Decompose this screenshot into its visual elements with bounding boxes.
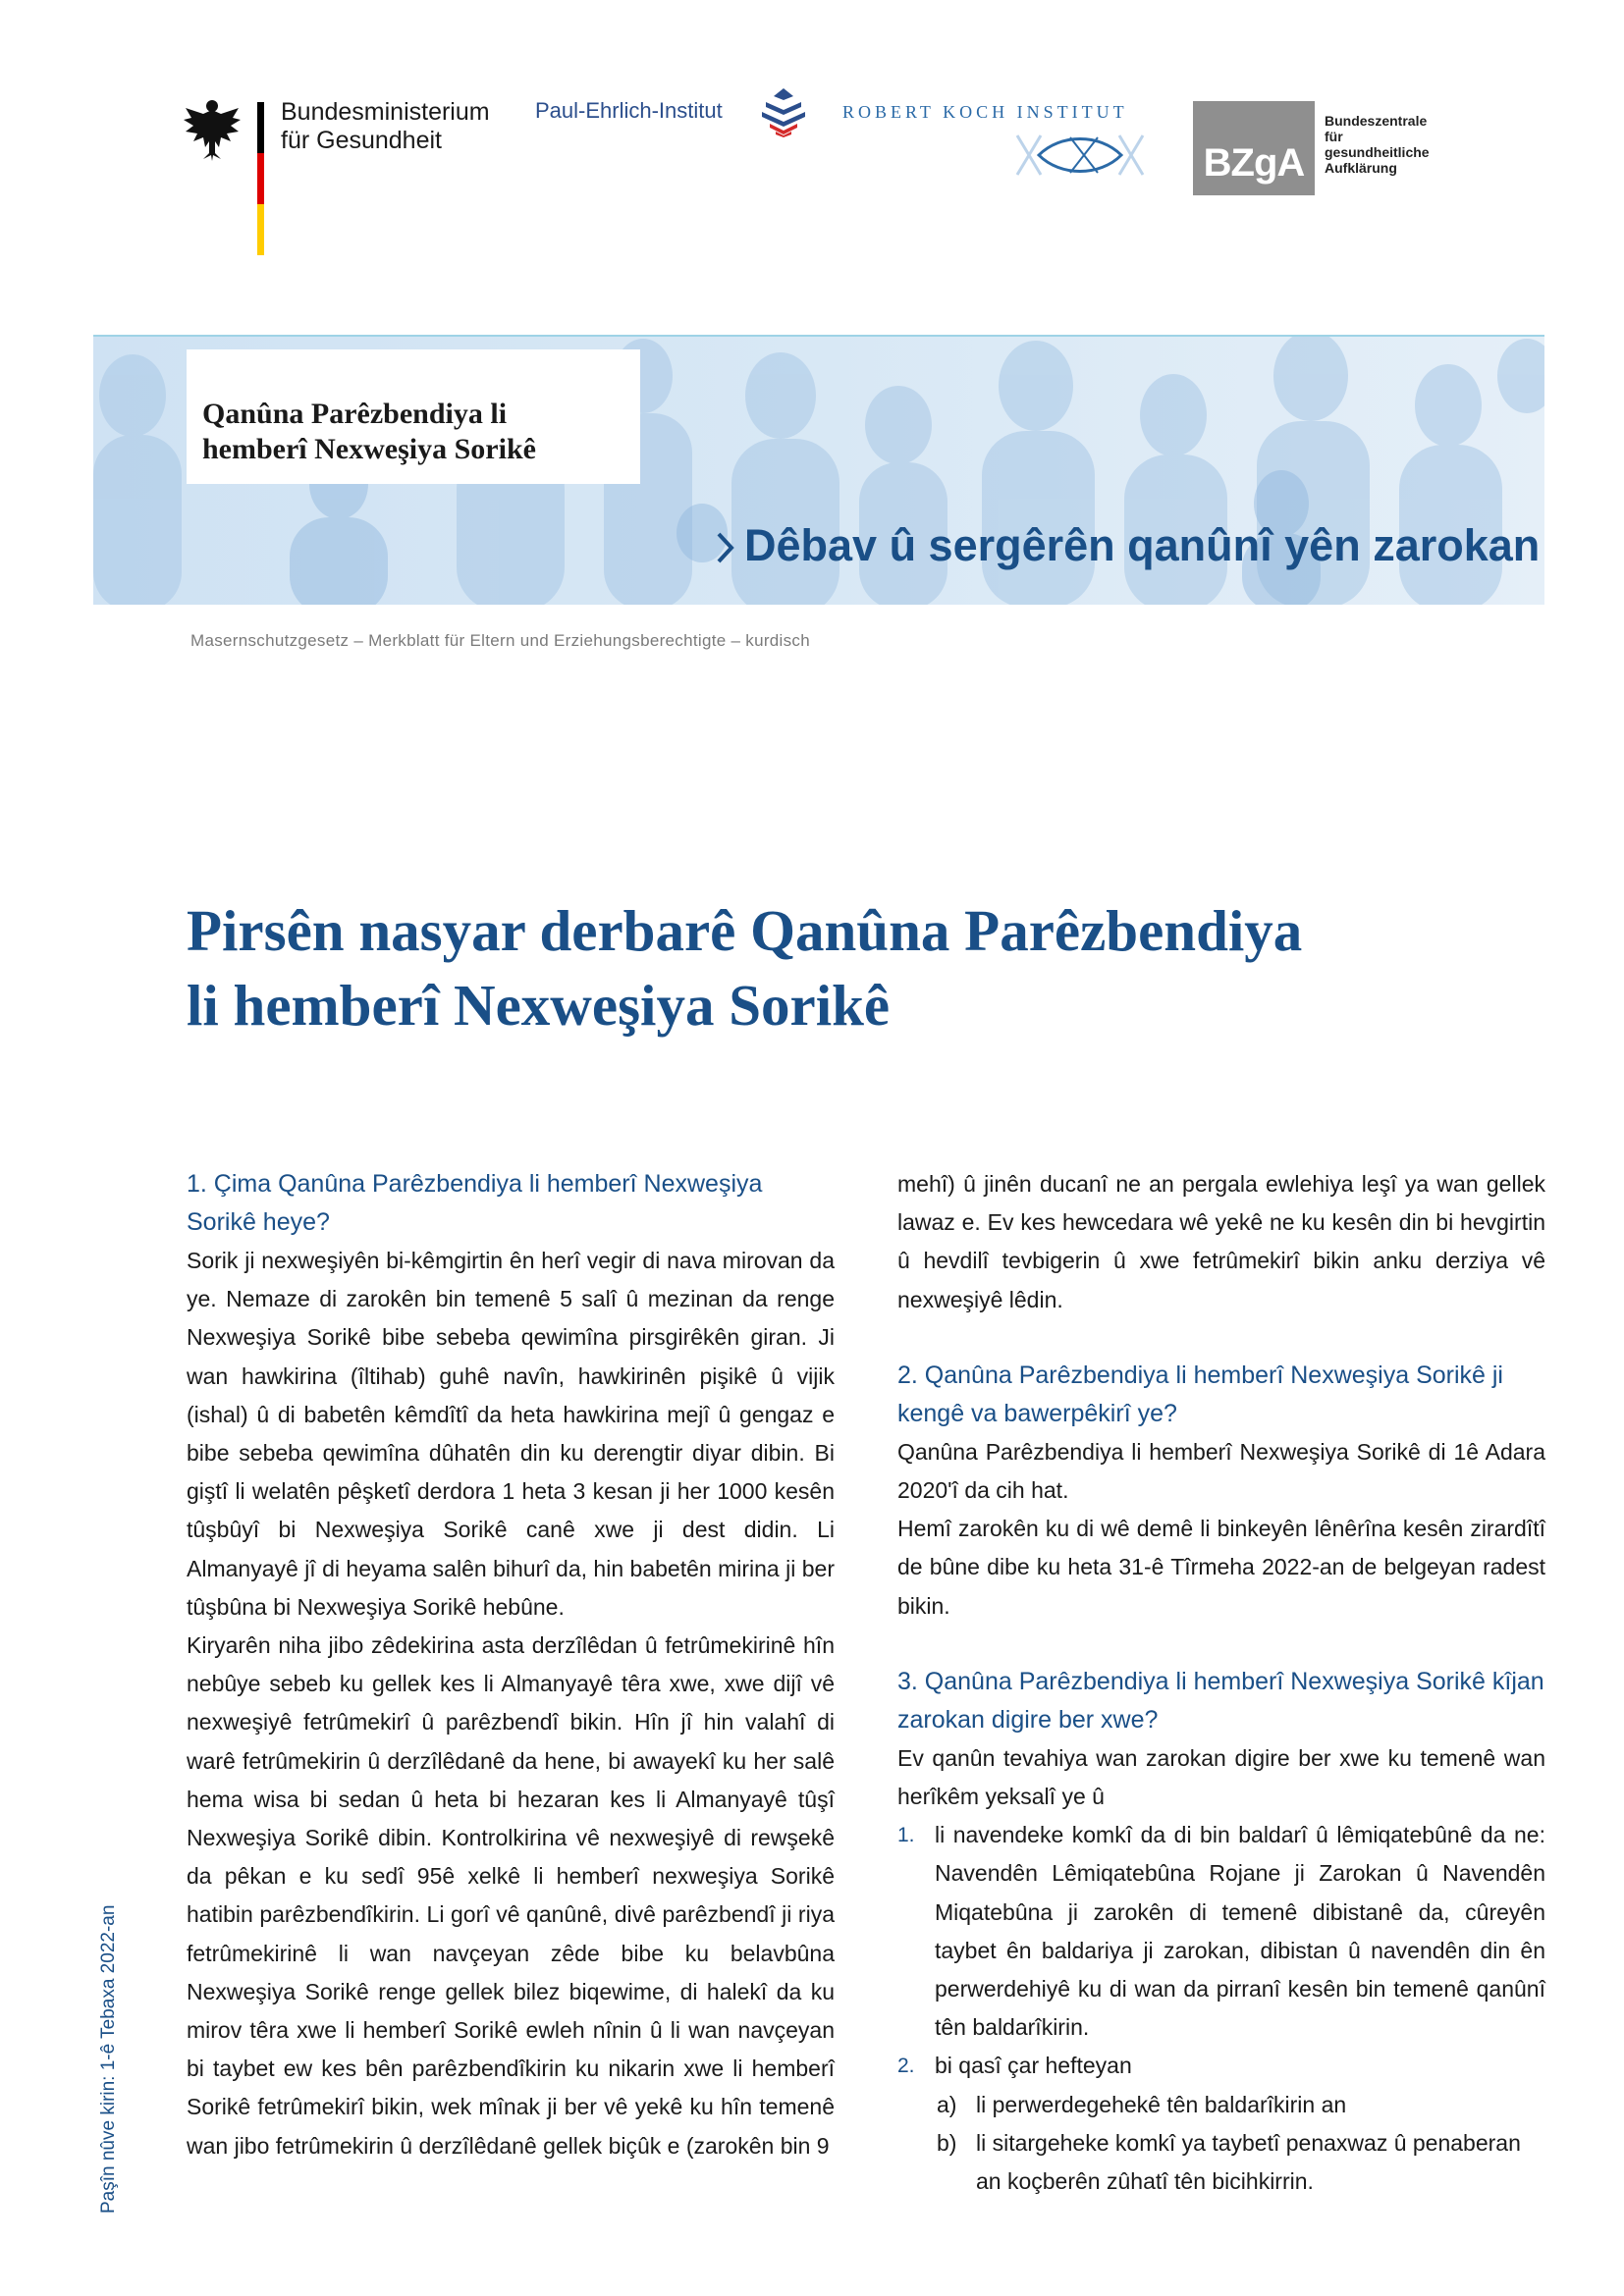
pei-logo-text: Paul-Ehrlich-Institut [535, 98, 723, 123]
pei-logo-icon [756, 86, 811, 137]
section-1-paragraph-1: Sorik ji nexweşiyên bi-kêmgirtin ên herî vegir di nava mirovan da ye. Nemaze di zarokên bin temenê 5 salî û mezinan da renge Nexweşiya Sorikê bibe sebeba qewimîna pirsgirêkên giran. Ji wan hawkirina (îltihab) guhê navîn, hawkirinên pişikê û vijik (ishal) û di babetên kêmdîtî da heta hawkirina mejî û gengaz e bibe sebeba qewimîna dûhatên din ku derengtir diyar dibin. Bi giştî li welatên pêşketî derdora 1 heta 3 kesan ji her 1000 kesên tûşbûyî bi Nexweşiya Sorikê canê xwe ji dest didin. Li Almanyayê jî di heyama salên bihurî da, hin babetên mirina ji ber tûşbûna bi Nexweşiya Sorikê hebûne. [187, 1248, 835, 1620]
banner-title: Qanûna Parêzbendiya li hemberî Nexweşiya Sorikê [202, 398, 536, 465]
banner-subtitle: Dêbav û sergêrên qanûnî yên zarokan [715, 520, 1540, 571]
sub-list-text: li perwerdegehekê tên baldarîkirin an [976, 2091, 1347, 2117]
rki-logo-icon [1011, 128, 1149, 183]
section-1-paragraph-3: mehî) û jinên ducanî ne an pergala ewlehiya leşî ya wan gellek lawaz e. Ev kes hewcedara wê yekê ne ku kesên din bi hevgirtin û hevdilî tevbigerin û xwe fetrûmekirî bikin anku derziya vê nexweşiyê lêdin. [897, 1171, 1545, 1312]
section-3-paragraph-1: Ev qanûn tevahiya wan zarokan digire ber xwe ku temenê wan herîkêm yeksalî ye û [897, 1744, 1545, 1810]
bzga-logo-text: Bundeszentrale für gesundheitliche Aufklärung [1325, 113, 1430, 176]
list-item-text: li navendeke komkî da di bin baldarî û lêmiqatebûnê da ne: Navendên Lêmiqatebûna Rojane ji Zarokan û Navendên Miqatebûna ji zarokên di temenê dibistanê da, cûreyên taybet ên baldariya ji zarokan, dibistan û navendên din ên perwerdehiyê ku di wan da pirranî kesên bin temenê qanûnî tên baldarîkirin. [935, 1822, 1545, 2041]
document-caption: Masernschutzgesetz – Merkblatt für Eltern und Erziehungsberechtigte – kurdisch [190, 631, 810, 650]
banner-title-box [187, 349, 640, 484]
right-column [897, 1165, 1545, 2201]
sub-list-item [897, 2086, 1545, 2124]
sub-list-item [897, 2124, 1545, 2201]
section-1-paragraph-2: Kiryarên niha jibo zêdekirina asta derzîlêdan û fetrûmekirinê hîn nebûye sebeb ku gellek kes li Almanyayê têra xwe, xwe dijî vê nexweşiyê fetrûmekirî û parêzbendî bikin. Hîn jî hin valahî di warê fetrûmekirin û derzîlêdanê da hene, bi awayekî ku her salê hema wisa bi sedan û heta bi hezaran kes li Almanyayê tûşî Nexweşiya Sorikê dibin. Kontrolkirina vê nexweşiyê di rewşekê da pêkan e ku sedî 95ê xelkê li hemberî nexweşiya Sorikê hatibin parêzbendîkirin. Li gorî vê qanûnê, divê parêzbendî ji riya fetrûmekirinê li wan navçeyan zêde bibe ku belavbûna Nexweşiya Sorikê renge gellek bilez biqewime, di halekî da ku mirov têra xwe li hemberî Sorikê ewleh nînin û li wan navçeyan bi taybet ew kes bên parêzbendîkirin ku nikarin xwe li hemberî Sorikê fetrûmekirî bikin, wek mînak ji ber vê yekê ku hîn temenê wan jibo fetrûmekirin û derzîlêdanê gellek biçûk e (zarokên bin 9 [187, 1632, 835, 2159]
section-1-heading: 1. Çima Qanûna Parêzbendiya li hemberî Nexweşiya Sorikê heye? [187, 1170, 763, 1236]
sub-list-marker: b) [937, 2129, 957, 2156]
bzga-logo-mark: BZgA [1193, 101, 1315, 195]
german-flag-stripe [257, 102, 264, 255]
last-updated-note: Paşîn nûve kirin: 1-ê Tebaxa 2022-an [98, 1904, 119, 2214]
left-column [187, 1165, 835, 2165]
section-2-paragraph-1: Qanûna Parêzbendiya li hemberî Nexweşiya Sorikê di 1ê Adara 2020'î da cih hat. [897, 1438, 1545, 1504]
sub-list-text: li sitargeheke komkî ya taybetî penaxwaz û penaberan an koçberên zûhatî tên bicihkirrin. [976, 2129, 1521, 2195]
chevron-right-icon [715, 531, 736, 564]
list-item [897, 2047, 1545, 2085]
federal-eagle-icon [182, 96, 243, 161]
rki-logo-text: ROBERT KOCH INSTITUT [842, 102, 1128, 122]
list-number: 2. [897, 2055, 915, 2078]
bmg-logo-text: Bundesministerium für Gesundheit [281, 98, 490, 154]
page-title: Pirsên nasyar derbarê Qanûna Parêzbendiya li hemberî Nexweşiya Sorikê [187, 898, 1303, 1038]
sub-list-marker: a) [937, 2091, 957, 2117]
section-2-heading: 2. Qanûna Parêzbendiya li hemberî Nexweşiya Sorikê ji kengê va bawerpêkirî ye? [897, 1361, 1503, 1427]
section-2-paragraph-2: Hemî zarokên ku di wê demê li binkeyên lênêrîna kesên zirardîtî de bûne dibe ku heta 31-ê Tîrmeha 2022-an de belgeyan radest bikin. [897, 1516, 1545, 1619]
section-3-heading: 3. Qanûna Parêzbendiya li hemberî Nexweşiya Sorikê kîjan zarokan digire ber xwe? [897, 1667, 1544, 1734]
list-item [897, 1816, 1545, 2047]
list-number: 1. [897, 1824, 915, 1847]
list-item-text: bi qasî çar hefteyan [935, 2053, 1132, 2079]
